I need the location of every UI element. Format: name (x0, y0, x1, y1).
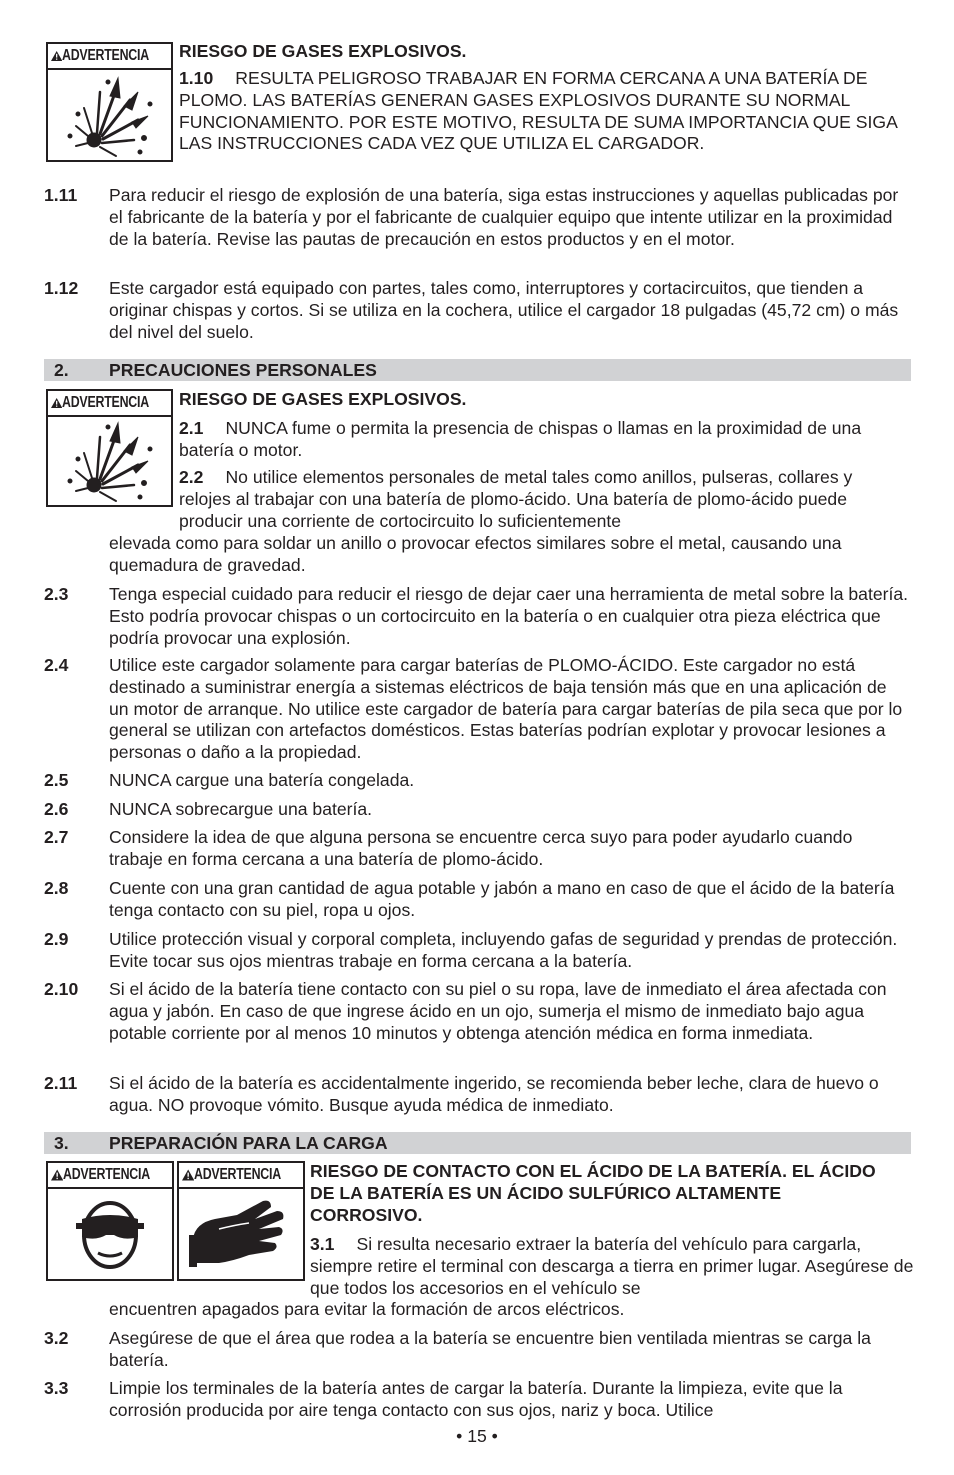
item-number: 2.3 (44, 584, 69, 604)
section-header-2 (44, 359, 911, 381)
paragraph-number: 3.1 (310, 1234, 335, 1254)
item-text: Para reducir el riesgo de explosión de una batería, siga estas instrucciones y aquellas publicadas por el fabricante de la batería y por el fabricante de cualquier equipo que intente utilizar en la proximidad de la batería. Revise las pautas de precaución en estos productos y en el motor. (109, 185, 899, 249)
protective-glove-icon (179, 1189, 303, 1279)
explosion-icon (48, 70, 171, 160)
item-number: 2.11 (44, 1073, 78, 1093)
paragraph-text: No utilice elementos personales de metal tales como anillos, pulseras, collares y relojes al trabajar con una batería de plomo-ácido. Una batería de plomo-ácido puede producir una corriente de cortocircuito lo suficientemente (179, 467, 853, 531)
item-number: 2.9 (44, 929, 69, 949)
item-text: NUNCA cargue una batería congelada. (109, 770, 415, 790)
warning-triangle-icon (51, 48, 62, 64)
warning-triangle-icon (51, 1167, 63, 1183)
warning-triangle-icon (182, 1167, 194, 1183)
safety-goggles-icon (48, 1189, 172, 1279)
explosion-icon (48, 417, 171, 505)
item-number: 2.8 (44, 878, 69, 898)
item-number: 2.4 (44, 655, 69, 675)
item-text: Limpie los terminales de la batería antes de cargar la batería. Durante la limpieza, evite que la corrosión producida por aire tenga contacto con sus ojos, nariz y boca. Utilice (109, 1378, 843, 1420)
warning-label: ADVERTENCIA (62, 47, 150, 64)
section-number: 2. (54, 360, 69, 380)
item-text: Si el ácido de la batería tiene contacto con su piel o su ropa, lave de inmediato el área afectada con agua y jabón. En caso de que ingrese ácido en un ojo, sumerja el mismo de inmediato bajo agua potable corriente por al menos 10 minutos y obtenga atención médica en forma inmediata. (109, 979, 887, 1043)
item-number: 3.3 (44, 1378, 69, 1398)
item-text: Asegúrese de que el área que rodea a la batería se encuentre bien ventilada mientras se carga la batería. (109, 1328, 871, 1370)
warning-label: ADVERTENCIA (62, 394, 150, 411)
section3-heading: RIESGO DE CONTACTO CON EL ÁCIDO DE LA BATERÍA. EL ÁCIDO DE LA BATERÍA ES UN ÁCIDO SULFÚRICO ALTAMENTE CORROSIVO. (310, 1161, 876, 1225)
page-number: • 15 • (456, 1426, 498, 1446)
paragraph-3-1-continued: encuentren apagados para evitar la formación de arcos eléctricos. (109, 1299, 625, 1319)
paragraph-3-1 (310, 1234, 914, 1299)
item-number: 2.10 (44, 979, 79, 999)
paragraph-text: RESULTA PELIGROSO TRABAJAR EN FORMA CERCANA A UNA BATERÍA DE PLOMO. LAS BATERÍAS GENERAN GASES EXPLOSIVOS DURANTE SU NORMAL FUNCIONAMIENTO. POR ESTE MOTIVO, RESULTA DE SUMA IMPORTANCIA QUE SIGA LAS INSTRUCCIONES CADA VEZ QUE UTILIZA EL CARGADOR. (179, 68, 897, 154)
warning-box-glove (177, 1161, 305, 1281)
section-header-3 (44, 1132, 911, 1154)
item-text: Si el ácido de la batería es accidentalmente ingerido, se recomienda beber leche, clara de huevo o agua. NO provoque vómito. Busque ayuda médica de inmediato. (109, 1073, 879, 1115)
item-number: 2.5 (44, 770, 69, 790)
warning-header (48, 1163, 172, 1189)
warning-box-explosion-2 (46, 389, 173, 507)
warning-box-goggles (46, 1161, 174, 1281)
paragraph-number: 1.10 (179, 68, 214, 88)
paragraph-2-2 (179, 467, 899, 532)
item-text: Considere la idea de que alguna persona se encuentre cerca suyo para poder ayudarlo cuando trabaje en forma cercana a una batería de plomo-ácido. (109, 827, 853, 869)
section1-heading: RIESGO DE GASES EXPLOSIVOS. (179, 41, 467, 61)
section-number: 3. (54, 1133, 69, 1153)
paragraph-2-1 (179, 418, 899, 462)
warning-header (48, 44, 171, 70)
paragraph-number: 2.2 (179, 467, 204, 487)
warning-label: ADVERTENCIA (194, 1166, 282, 1183)
item-text: Utilice este cargador solamente para cargar baterías de PLOMO-ÁCIDO. Este cargador no está destinado a suministrar energía a sistemas eléctricos de baja tensión más que en una aplicación de un motor de arranque. No utilice este cargador de batería para cargar baterías de pila seca que por lo general se utilizan con artefactos domésticos. Estas baterías podrían explotar y provocar lesiones a personas o daño a la propiedad. (109, 655, 903, 763)
item-number: 1.12 (44, 278, 79, 298)
section2-heading: RIESGO DE GASES EXPLOSIVOS. (179, 389, 467, 409)
paragraph-text: NUNCA fume o permita la presencia de chispas o llamas en la proximidad de una batería o motor. (179, 418, 862, 460)
item-text: Tenga especial cuidado para reducir el riesgo de dejar caer una herramienta de metal sobre la batería. Esto podría provocar chispas o un cortocircuito en la batería o en cualquier otra pieza eléctrica que podría provocar una explosión. (109, 584, 909, 648)
item-number: 1.11 (44, 185, 78, 205)
paragraph-1-10 (179, 68, 914, 155)
warning-label: ADVERTENCIA (63, 1166, 151, 1183)
section-title: PREPARACIÓN PARA LA CARGA (109, 1133, 388, 1153)
warning-header (48, 391, 171, 417)
item-number: 2.6 (44, 799, 69, 819)
warning-header (179, 1163, 303, 1189)
warning-box-explosion-1 (46, 42, 173, 162)
item-text: Este cargador está equipado con partes, tales como, interruptores y cortacircuitos, que tienden a originar chispas y cortos. Si se utiliza en la cochera, utilice el cargador 18 pulgadas (45,72 cm) o más del nivel del suelo. (109, 278, 899, 342)
warning-triangle-icon (51, 395, 62, 411)
item-text: Cuente con una gran cantidad de agua potable y jabón a mano en caso de que el ácido de la batería tenga contacto con su piel, ropa u ojos. (109, 878, 895, 920)
item-number: 2.7 (44, 827, 69, 847)
section-title: PRECAUCIONES PERSONALES (109, 360, 377, 380)
item-text: NUNCA sobrecargue una batería. (109, 799, 373, 819)
paragraph-text: Si resulta necesario extraer la batería del vehículo para cargarla, siempre retire el terminal con descarga a tierra en primer lugar. Asegúrese de que todos los accesorios en el vehículo se (310, 1234, 914, 1298)
paragraph-number: 2.1 (179, 418, 204, 438)
item-number: 3.2 (44, 1328, 69, 1348)
item-text: Utilice protección visual y corporal completa, incluyendo gafas de seguridad y prendas de protección. Evite tocar sus ojos mientras trabaje en forma cercana a la batería. (109, 929, 898, 971)
paragraph-2-2-continued: elevada como para soldar un anillo o provocar efectos similares sobre el metal, causando una quemadura de gravedad. (109, 533, 842, 575)
